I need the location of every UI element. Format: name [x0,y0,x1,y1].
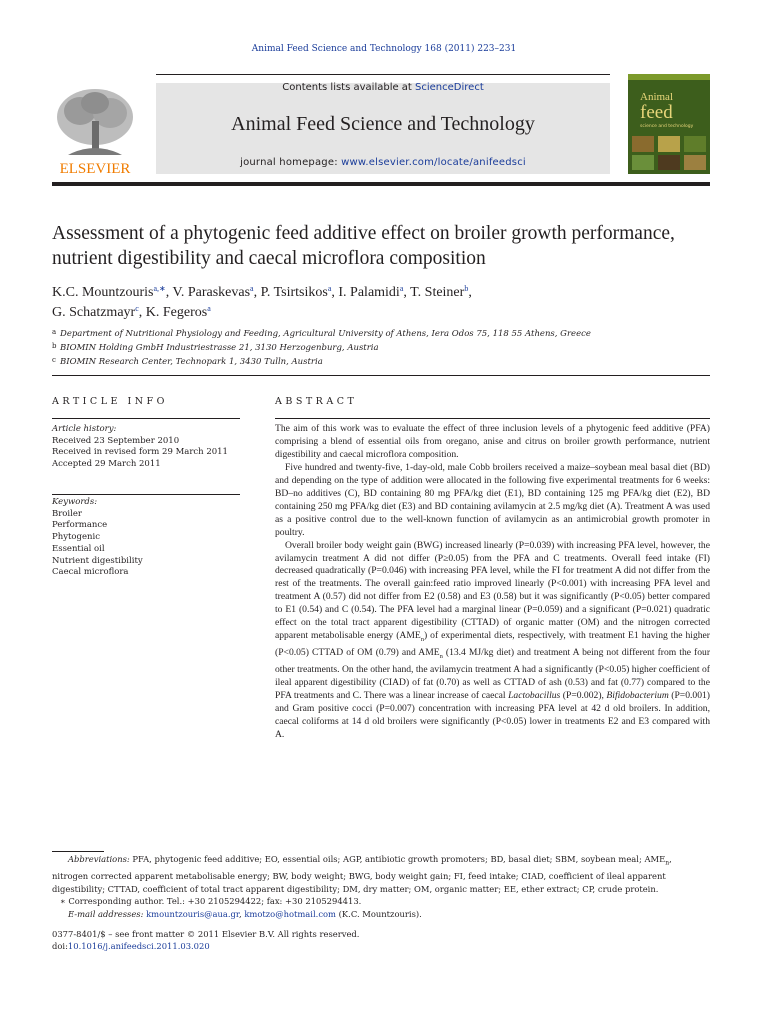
author-separator: , [253,285,261,300]
author-separator: , [403,285,411,300]
email-owner: (K.C. Mountzouris). [336,908,422,919]
author-separator: , [165,285,173,300]
cover-title-line1: Animal [640,91,673,103]
author-name[interactable]: K. Fegeros [145,305,208,320]
affiliation-letter: b [52,342,57,350]
cover-title-line2: feed [640,102,673,123]
homepage-link[interactable]: www.elsevier.com/locate/anifeedsci [341,157,526,168]
abstract-paragraph-1: The aim of this work was to evaluate the effect of three inclusion levels of a phytogenic feed additive (PFA) comprising a blend of essential oils from oregano, anise and citrus on broiler growth performance, nutrient digestibility and caecal microflora composition. [275,423,710,460]
abstract-heading: ABSTRACT [275,396,358,407]
affiliation-letter: a [52,328,57,336]
email-footnote [52,908,710,921]
taxon-name: Bifidobacterium [606,689,669,701]
affiliation-letter: c [52,356,56,364]
affiliation-text: BIOMIN Holding GmbH Industriestrasse 21, 3130 Herzogenburg, Austria [60,343,379,353]
header-rule-top [156,74,610,75]
email-link-2[interactable]: kmotzo@hotmail.com [244,908,336,919]
affiliations [52,326,732,368]
subscript: n [420,636,424,644]
article-history [52,424,242,471]
abstract-rule [275,418,710,419]
article-info-heading: ARTICLE INFO [52,396,168,407]
abstract-text: (P=0.001) and Gram positive cocci (P=0.007) concentration with increasing PFA level at 42 d old broilers. In addition, caecal coliforms at 14 d old broilers were significantly (P<0.05) lower in treatments E2 and E3 compared with A. [275,689,711,740]
cover-title-line3: science and technology [640,124,694,129]
abbreviations-text: , nitrogen corrected apparent metabolisable energy; BW, body weight; BWG, body weight gain; FI, feed intake; CIAD, coefficient of ileal apparent digestibility; CTTAD, coefficient of total tract apparent digestibility; DM, dry matter; OM, organic matter; EE, ether extract; CP, crude protein. [52,854,672,894]
author-name[interactable]: P. Tsirtsikos [260,285,328,300]
doi-link[interactable]: 10.1016/j.anifeedsci.2011.03.020 [67,941,210,951]
keywords [52,497,242,579]
email-label: E-mail addresses: [68,908,144,919]
affiliation-text: Department of Nutritional Physiology and Feeding, Agricultural University of Athens, Iera Odos 75, 118 55 Athens, Greece [60,329,591,339]
author-affiliation-marker[interactable]: a [327,284,332,293]
footnote-rule [52,851,104,852]
taxon-name: Lactobacillus [508,689,561,701]
email-separator: , [238,908,245,919]
sciencedirect-link[interactable]: ScienceDirect [415,82,484,93]
author-affiliation-marker[interactable]: b [464,284,469,293]
cover-image-icon [628,74,710,174]
author-name[interactable]: K.C. Mountzouris [52,285,154,300]
doi-prefix: doi: [52,941,68,951]
author-affiliation-marker[interactable]: a,∗ [153,284,166,293]
author-affiliation-marker[interactable]: a [250,284,254,293]
journal-title: Animal Feed Science and Technology [231,113,535,135]
keyword-item: Essential oil [52,543,105,554]
author-name[interactable]: V. Paraskevas [172,285,251,300]
contents-prefix: Contents lists available at [282,82,416,93]
author-affiliation-marker[interactable]: a [399,284,404,293]
abstract-paragraph-3 [275,540,710,742]
abbreviations-footnote [52,853,710,895]
affiliation-item [52,326,732,340]
homepage-line [156,157,610,168]
abstract-text: (13.4 MJ/kg diet) and treatment A being not different from the four other treatments. On the other hand, the avilamycin treatment A had a significantly (P<0.05) higher coefficient of ileal apparent digestibility (CIAD) of fat (0.70) as well as CTTAD of ash (0.53) and fat (0.77) compared to the PFA treatments and C. There was a linear increase of caecal [275,647,711,701]
author-separator: , [331,285,339,300]
abbreviations-text: PFA, phytogenic feed additive; EO, essential oils; AGP, antibiotic growth promoters; BD, basal diet; SBM, soybean meal; AME [129,854,666,864]
contents-line [156,82,610,93]
abstract-text: ) of experimental diets, respectively, with treatment E1 having the higher (P<0.05) CTTAD of OM (0.79) and AME [275,630,711,659]
abbreviations-label: Abbreviations: [68,854,130,864]
history-revised: Received in revised form 29 March 2011 [52,447,228,458]
article-title: Assessment of a phytogenic feed additive effect on broiler growth performance, nutrient digestibility and caecal microflora composition [52,223,675,269]
affiliation-rule [52,375,710,376]
article-info-rule [52,418,240,419]
keywords-label: Keywords: [52,497,98,507]
keyword-item: Nutrient digestibility [52,555,143,566]
author-separator: , [138,305,146,320]
abstract-paragraph-2: Five hundred and twenty-five, 1-day-old, male Cobb broilers received a maize–soybean meal basal diet (BD) and depending on the type of addition were allocated in the following five experimental treatments for 6 weeks: BD–no additives (C), BD containing 80 mg PFA/kg diet (E1), BD containing 125 mg PFA/kg diet (E2), BD containing 250 mg PFA/kg diet (E3) and BD containing avilamycin at 2.5 mg/kg diet (A). Treatment A was used as a positive control due to the well-known function of avilamycin as an antimicrobial growth promoter in poultry. [275,461,710,538]
footnotes [52,853,710,920]
keyword-item: Caecal microflora [52,567,129,578]
author-name[interactable]: I. Palamidi [338,285,400,300]
keyword-item: Broiler [52,508,82,519]
subscript: n [665,859,670,867]
abstract-body [275,423,710,742]
email-link-1[interactable]: kmountzouris@aua.gr [146,908,239,919]
homepage-prefix: journal homepage: [240,157,342,168]
history-received: Received 23 September 2010 [52,435,180,446]
author-name[interactable]: G. Schatzmayr [52,305,136,320]
journal-cover[interactable] [628,74,710,174]
elsevier-tree-icon [52,83,138,177]
copyright-block [52,928,710,952]
elsevier-logo [52,83,138,177]
affiliation-item [52,340,732,354]
copyright-line: 0377-8401/$ – see front matter © 2011 Elsevier B.V. All rights reserved. [52,929,360,939]
abstract-text: (P=0.002), [560,689,607,701]
history-label: Article history: [52,424,117,434]
keyword-item: Phytogenic [52,532,100,543]
author-separator: , [468,285,472,300]
doi-line [52,940,710,952]
author-list [52,283,732,323]
subscript: n [439,653,443,661]
keywords-rule [52,494,240,495]
journal-reference[interactable]: Animal Feed Science and Technology 168 (2011) 223–231 [251,44,517,54]
elsevier-wordmark: ELSEVIER [59,161,131,177]
affiliation-item [52,354,732,368]
author-name[interactable]: T. Steiner [410,285,465,300]
header-rule-bottom [52,182,710,186]
corresponding-author: ∗ Corresponding author. Tel.: +30 2105294422; fax: +30 2105294413. [60,896,362,907]
history-accepted: Accepted 29 March 2011 [52,459,161,470]
affiliation-text: BIOMIN Research Center, Technopark 1, 3430 Tulln, Austria [60,357,323,367]
keyword-item: Performance [52,520,108,531]
abstract-text: Overall broiler body weight gain (BWG) increased linearly (P=0.039) with increasing PFA level, however, the avilamycin treatment A did not differ (P≥0.05) from the PFA and C treatments. Overall feed intake (FI) decreased quadratically (P=0.046) with increasing PFA level, while the FI for treatment A did not differ from the rest of the treatments. The overall gain:feed ratio improved linearly (P<0.001) with increasing PFA level and treatment A (0.57) did not differ from E2 (0.58) and E3 (0.58) but it was significantly (P<0.05) better compared to E1 (0.54) and C (0.54). The PFA level had a marginal linear (P=0.059) and a significant (P=0.021) quadratic effect on the total tract apparent digestibility (CTTAD) of organic matter (OM) and the nitrogen corrected apparent metabolisable energy (AME [275,539,710,642]
author-affiliation-marker[interactable]: a [207,304,211,313]
author-affiliation-marker[interactable]: c [135,304,139,313]
